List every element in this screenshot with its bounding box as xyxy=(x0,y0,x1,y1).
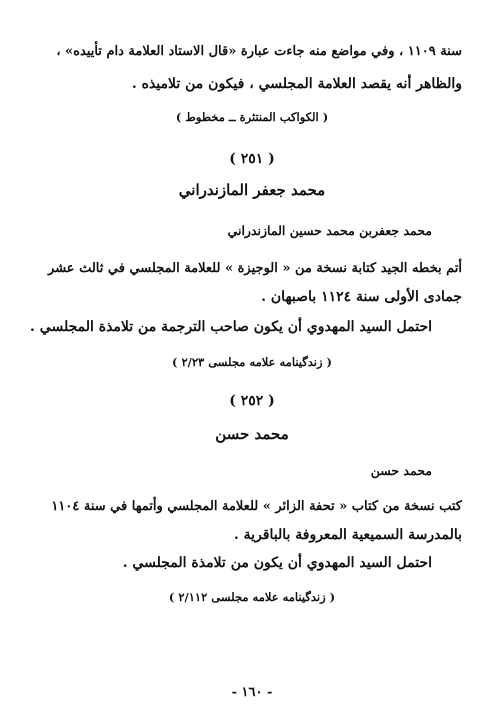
source-citation: ( الكواكب المنتثرة ــ مخطوط ) xyxy=(175,110,329,124)
paragraph-line: احتمل السيد المهدوي أن يكون من تلامذة المجلسي . xyxy=(122,555,432,571)
paragraph-line: أتم بخطه الجيد كتابة نسخة من « الوجيزة » للعلامة المجلسي في ثالث عشر xyxy=(48,261,462,276)
entry-subtitle: محمد جعفربن محمد حسين المازندراني xyxy=(227,223,432,238)
paragraph-line: سنة ١١٠٩ ، وفي مواضع منه جاءت عبارة «قال الاستاد العلامة دام تأييده» ، xyxy=(56,44,462,59)
paragraph-line: والظاهر أنه يقصد العلامة المجلسي ، فيكون من تلاميذه . xyxy=(131,76,462,92)
entry-subtitle: محمد حسن xyxy=(370,463,432,478)
paragraph-line: جمادى الأولى سنة ١١٢٤ باصبهان . xyxy=(261,289,462,305)
entry-heading: محمد حسن xyxy=(215,425,289,443)
source-citation: ( زندگينامه علامه مجلسى ٢/١١٢ ) xyxy=(168,590,336,604)
source-citation: ( زندگينامه علامه مجلسى ٢/٢٣ ) xyxy=(172,355,332,369)
paragraph-line: بالمدرسة السميعية المعروفة بالباقرية . xyxy=(233,527,462,543)
paragraph-line: كتب نسخة من كتاب « تحفة الزائر » للعلامة المجلسي وأتمها في سنة ١١٠٤ xyxy=(51,499,462,514)
page-number: - ١٦٠ - xyxy=(231,685,273,700)
paragraph-line: احتمل السيد المهدوي أن يكون صاحب الترجمة من تلامذة المجلسي . xyxy=(30,319,432,335)
entry-number: ( ٢٥٢ ) xyxy=(229,393,275,409)
entry-number: ( ٢٥١ ) xyxy=(229,151,275,167)
entry-heading: محمد جعفر المازندراني xyxy=(178,181,326,199)
